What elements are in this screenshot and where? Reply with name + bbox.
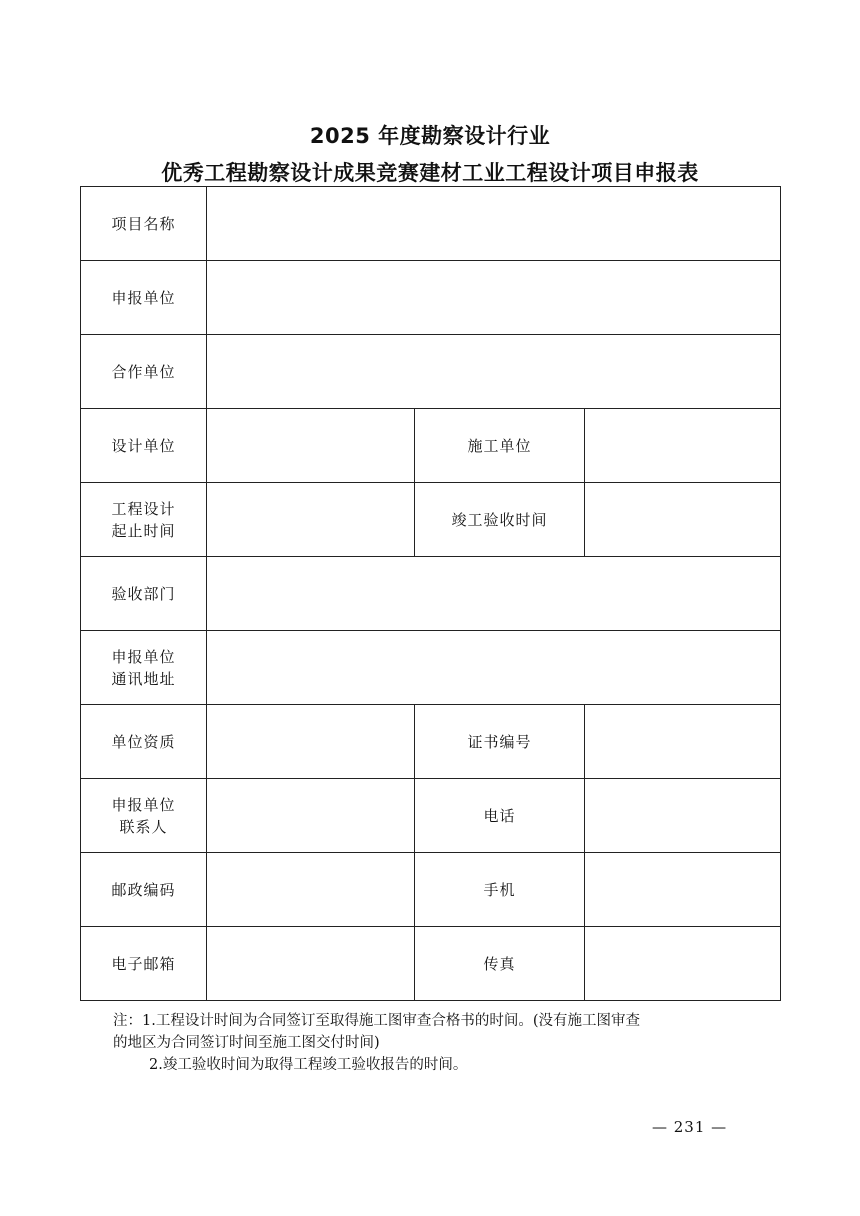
label-cooperating-unit: 合作单位	[81, 335, 207, 409]
row-design-period	[81, 483, 781, 557]
label-postal-code: 邮政编码	[81, 853, 207, 927]
label-acceptance-time: 竣工验收时间	[415, 483, 585, 557]
label-address-line2: 通讯地址	[111, 669, 176, 688]
label-design-period-line2: 起止时间	[111, 521, 176, 540]
application-form-table	[80, 186, 781, 1001]
row-acceptance-dept	[81, 557, 781, 631]
label-address	[81, 631, 207, 705]
field-mobile[interactable]	[585, 853, 781, 927]
field-acceptance-time[interactable]	[585, 483, 781, 557]
notes	[113, 1010, 753, 1076]
label-qualification: 单位资质	[81, 705, 207, 779]
label-fax: 传真	[415, 927, 585, 1001]
field-project-name[interactable]	[207, 187, 781, 261]
row-address	[81, 631, 781, 705]
note-line1: 注：1.工程设计时间为合同签订至取得施工图审查合格书的时间。(没有施工图审查	[113, 1013, 640, 1029]
field-qualification[interactable]	[207, 705, 415, 779]
label-contact	[81, 779, 207, 853]
label-construction-unit: 施工单位	[415, 409, 585, 483]
label-mobile: 手机	[415, 853, 585, 927]
field-address[interactable]	[207, 631, 781, 705]
label-address-line1: 申报单位	[111, 647, 176, 666]
label-contact-line2: 联系人	[119, 817, 168, 836]
field-postal-code[interactable]	[207, 853, 415, 927]
row-applicant-unit	[81, 261, 781, 335]
label-phone: 电话	[415, 779, 585, 853]
document-title-line2: 优秀工程勘察设计成果竞赛建材工业工程设计项目申报表	[161, 161, 699, 185]
field-fax[interactable]	[585, 927, 781, 1001]
field-design-unit[interactable]	[207, 409, 415, 483]
field-cooperating-unit[interactable]	[207, 335, 781, 409]
label-applicant-unit: 申报单位	[81, 261, 207, 335]
field-phone[interactable]	[585, 779, 781, 853]
row-email	[81, 927, 781, 1001]
field-certificate-no[interactable]	[585, 705, 781, 779]
field-design-period[interactable]	[207, 483, 415, 557]
field-contact[interactable]	[207, 779, 415, 853]
label-contact-line1: 申报单位	[111, 795, 176, 814]
document-title-line1: 2025 年度勘察设计行业	[309, 124, 551, 148]
page-number: — 231 —	[652, 1118, 728, 1136]
note-line2: 的地区为合同签订时间至施工图交付时间)	[113, 1035, 380, 1051]
note-line3: 2.竣工验收时间为取得工程竣工验收报告的时间。	[149, 1057, 468, 1073]
field-construction-unit[interactable]	[585, 409, 781, 483]
row-postal	[81, 853, 781, 927]
label-email: 电子邮箱	[81, 927, 207, 1001]
label-certificate-no: 证书编号	[415, 705, 585, 779]
label-design-unit: 设计单位	[81, 409, 207, 483]
row-contact	[81, 779, 781, 853]
row-cooperating-unit	[81, 335, 781, 409]
label-design-period	[81, 483, 207, 557]
row-design-construction	[81, 409, 781, 483]
label-acceptance-dept: 验收部门	[81, 557, 207, 631]
label-design-period-line1: 工程设计	[111, 499, 176, 518]
field-acceptance-dept[interactable]	[207, 557, 781, 631]
label-project-name: 项目名称	[81, 187, 207, 261]
field-applicant-unit[interactable]	[207, 261, 781, 335]
field-email[interactable]	[207, 927, 415, 1001]
row-qualification	[81, 705, 781, 779]
row-project-name	[81, 187, 781, 261]
